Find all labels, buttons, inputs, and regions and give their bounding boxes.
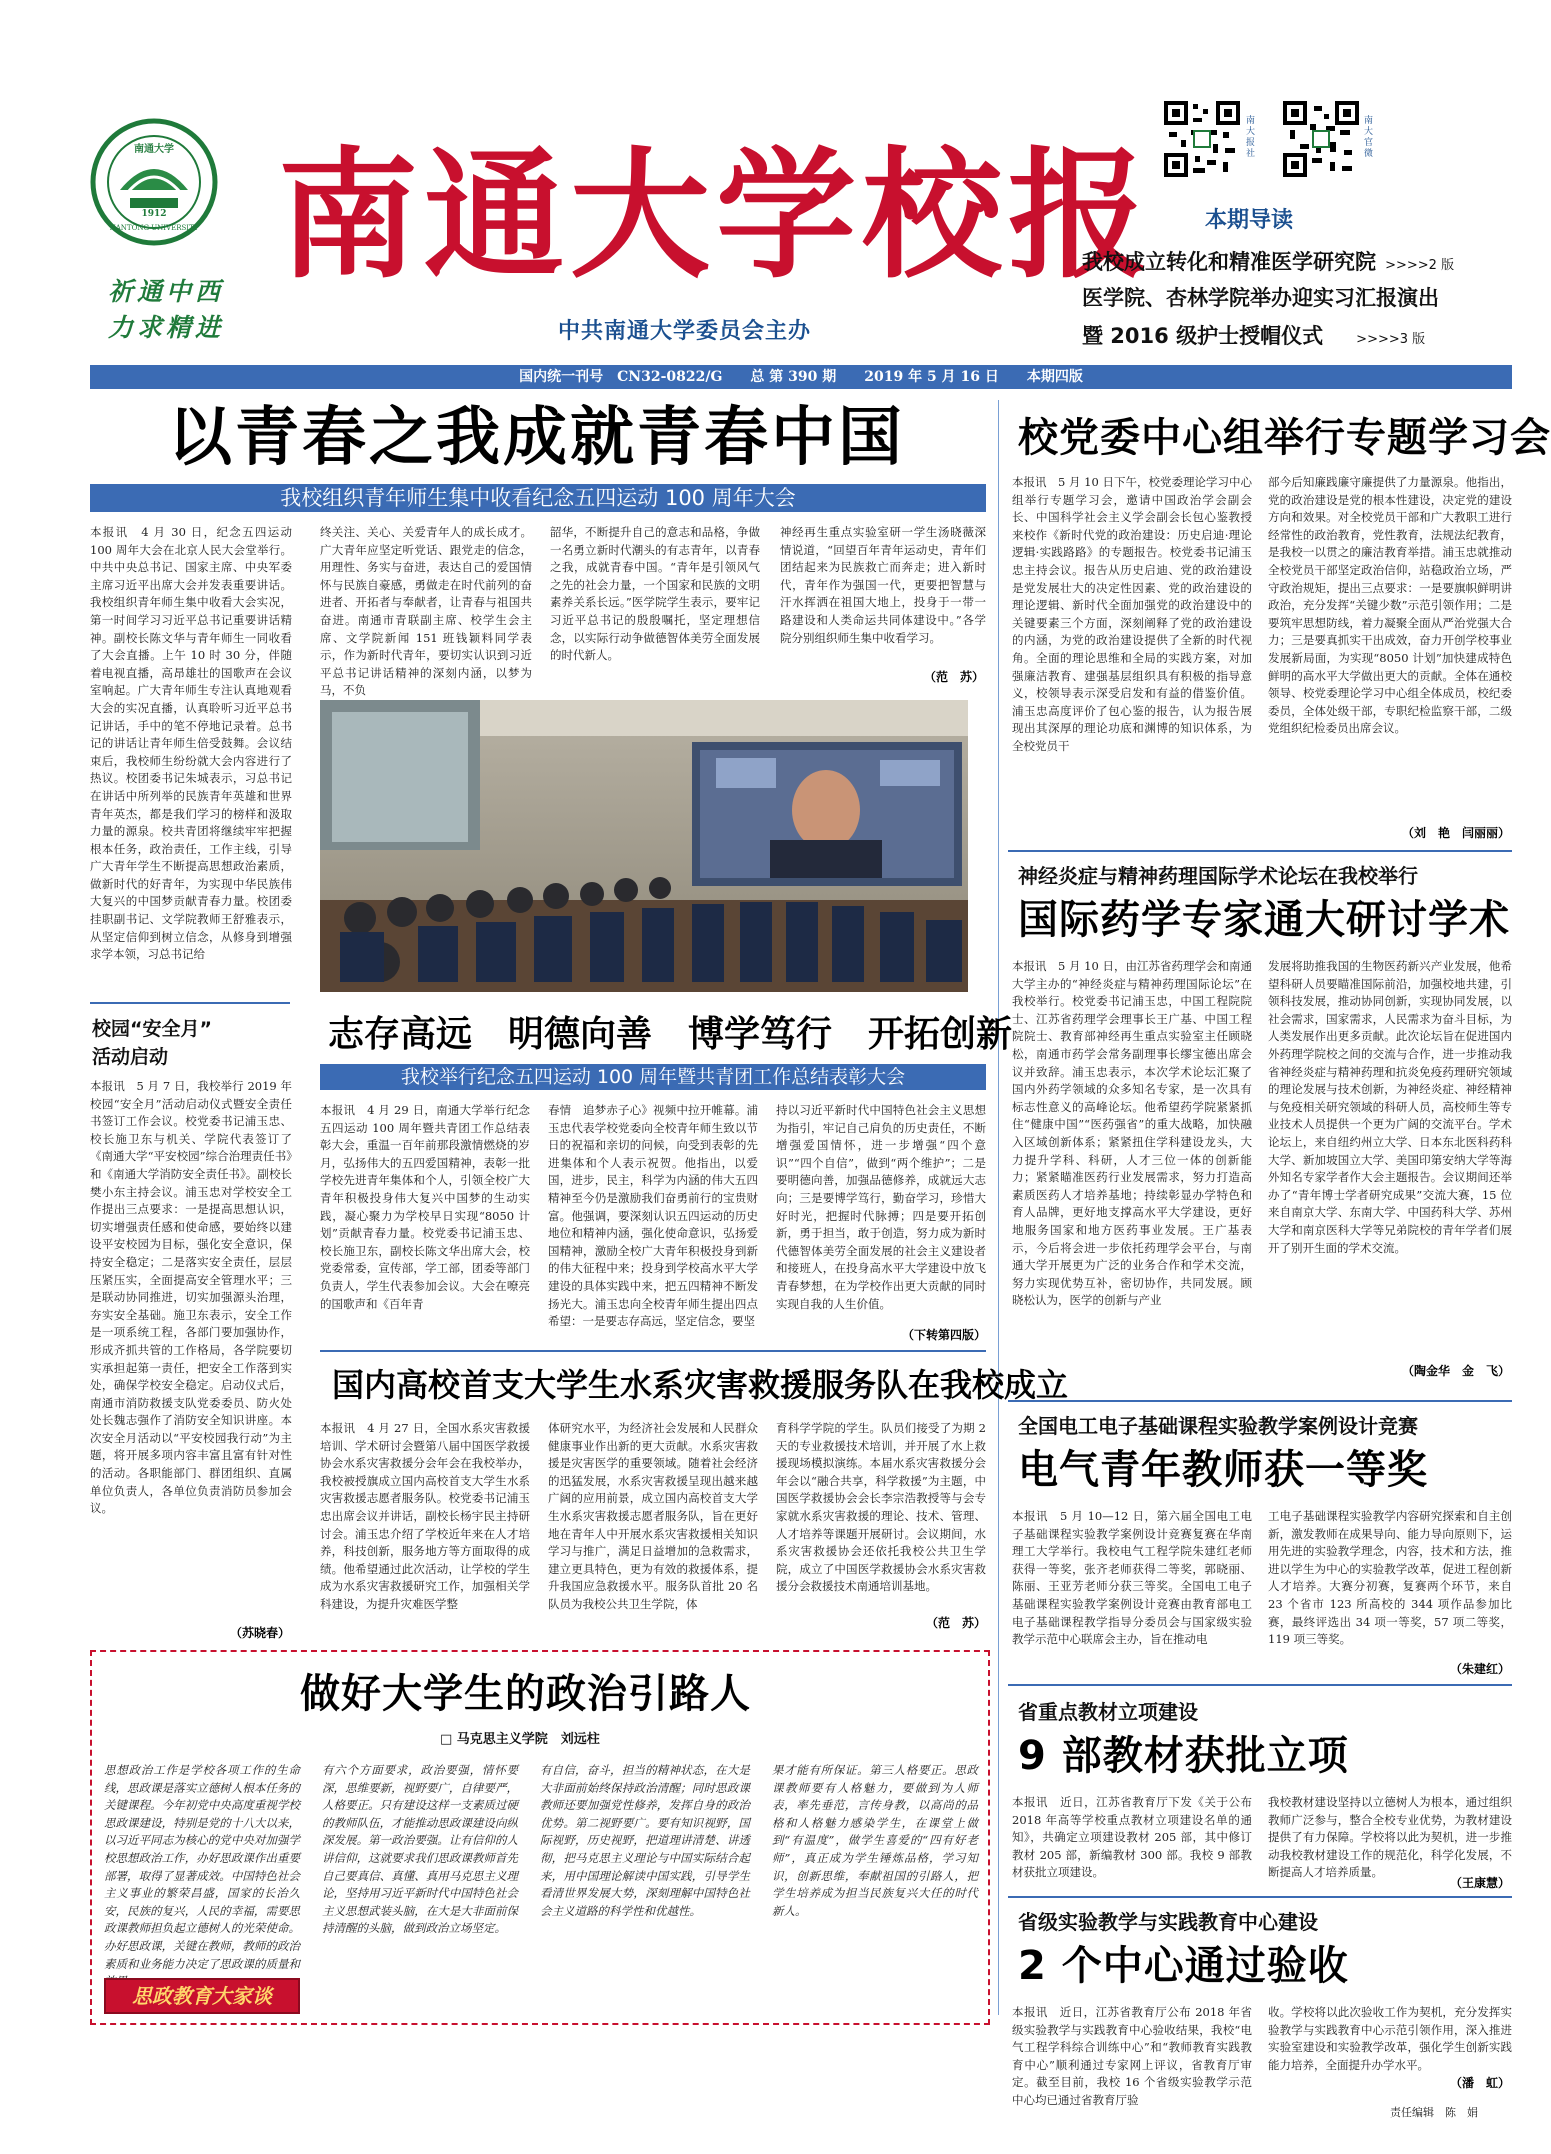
section-rule: [1008, 1400, 1512, 1402]
guide-item-1-text: 我校成立转化和精准医学研究院: [1082, 250, 1376, 274]
art7-title: 电气青年教师获一等奖: [1018, 1447, 1428, 1493]
art5-subtitle-bar: [320, 1064, 986, 1090]
art1-title: 以青春之我成就青春中国: [168, 401, 905, 475]
art1-col-4: 神经再生重点实验室研一学生汤晓薇深情说道，“回望百年青年运动史，青年们团结起来为民族救亡而奔走；进入新时代，青年作为强国一代，更要把智慧与汗水挥洒在祖国大地上，投身于一带一路建设和人类命运共同体建设中。”各学院分别组织师生集中收看学习。: [780, 525, 986, 645]
guide-item-2-line-2: 暨 2016 级护士授帽仪式: [1082, 324, 1324, 348]
qr-code-wechat: [1282, 100, 1360, 178]
art4-byline: （苏晓春）: [229, 1626, 290, 1640]
host-line: 中共南通大学委员会主办: [558, 319, 812, 344]
meeting-photo: [320, 700, 968, 992]
art1-subtitle: 我校组织青年师生集中收看纪念五四运动 100 周年大会: [280, 486, 796, 510]
section-rule: [320, 1350, 986, 1352]
art10-col-2: 收。学校将以此次验收工作为契机，充分发挥实验教学与实践教育中心示范引领作用，深入推进实验室建设和实验教学改革，强化学生创新实践能力培养，全面提升办学水平。: [1268, 2005, 1512, 2072]
art6-col-2: 体研究水平，为经济社会发展和人民群众健康事业作出新的更大贡献。水系灾害救援是灾害医学的重要领域。随着社会经济的迅猛发展，水系灾害救援呈现出越来越广阔的应用前景，成立国内高校首支大学生水系灾害救援志愿者服务队，旨在更好地在青年人中开展水系灾害救援相关知识学习与推广，满足日益增加的急救需求，建立更具特色，更为有效的救援体系，提升我国应急救援水平。服务队首批 20 名队员为我校公共卫生学院，体: [548, 1421, 758, 1611]
section-rule: [1008, 850, 1512, 852]
masthead: [0, 0, 1544, 385]
art7-col-2: 工电子基础课程实验教学内容研究探索和自主创新，激发教师在成果导向、能力导向原则下，运用先进的实验教学理念，内容，技术和方法，推进以学生为中心的实验教学改革，促进工程创新人才培养。大赛分初赛，复赛两个环节，来自 23 个省市 123 所高校的 344 项作品参加比赛，最终评选出 34 项一等奖，57 项二等奖，119 项三等奖。: [1268, 1509, 1512, 1647]
art4-kicker: 校园“安全月”: [92, 1018, 212, 1040]
qr2-label: 南大官微: [1364, 116, 1374, 159]
qr1-label: 南大报社: [1246, 116, 1256, 159]
qr-code-newspaper: [1163, 100, 1241, 178]
art9-col-1: 本报讯 近日，江苏省教育厅下发《关于公布 2018 年高等学校重点教材立项建设名单的通知》，共确定立项建设教材 205 部，其中修订教材 205 部，新编教材 300 部。我校 9 部教材获批立项建设。: [1012, 1795, 1252, 1880]
art3-title: 国际药学专家通大研讨学术: [1018, 897, 1510, 943]
newspaper-title: 南通大学校报: [278, 134, 1155, 298]
art4-kicker-2: 活动启动: [92, 1046, 169, 1068]
art6-byline: （范 苏）: [925, 1616, 986, 1630]
section-rule: [90, 1002, 290, 1004]
art8-stamp-text: 思政教育大家谈: [132, 1984, 272, 2008]
art8-col-1: 思想政治工作是学校各项工作的生命线，思政课是落实立德树人根本任务的关键课程。今年初党中央高度重视学校思政课建设，特别是党的十八大以来，以习近平同志为核心的党中央对加强学校思想政治工作，办好思政课作出重要部署，取得了显著成效。中国特色社会主义事业的繁荣昌盛，国家的长治久安，民族的复兴，人民的幸福，需要思政课教师担负起立德树人的光荣使命。办好思政课，关键在教师，教师的政治素质和业务能力决定了思政课的质量和: [104, 1763, 300, 1971]
university-logo: [90, 118, 218, 246]
column-divider: [998, 400, 999, 2015]
guide-item-1[interactable]: [1082, 246, 1512, 276]
art6-col-3: 育科学学院的学生。队员们接受了为期 2 天的专业救援技术培训，并开展了水上救援现场模拟演练。本届水系灾害救援分会年会以“融合共享，科学救援”为主题，中国医学救援协会会长李宗浩教授等与会专家就水系灾害救援的理论、技术、管理、人才培养等课题开展研讨。会议期间，水系灾害救援协会还依托我校公共卫生学院，成立了中国医学救援协会水系灾害救援分会救援技术南通培训基地。: [776, 1421, 986, 1594]
art1-byline: （范 苏）: [923, 670, 984, 684]
art8-col-2: 有六个方面要求，政治要强，情怀要深，思维要新，视野要广，自律要严，人格要正。只有建设这样一支素质过硬的教师队伍，才能推动思政课建设向纵深发展。第一政治要强。让有信仰的人讲信仰，这就要求我们思政课教师首先自己要真信、真懂、真用马克思主义理论，坚持用习近平新时代中国特色社会主义思想武装头脑，在大是大非面前保持清醒的头脑，做到政治立场坚定。: [322, 1763, 518, 1936]
art10-kicker: 省级实验教学与实践教育中心建设: [1018, 1910, 1318, 1934]
art8-title: 做好大学生的政治引路人: [300, 1671, 751, 1717]
art8-col-3: 有自信，奋斗，担当的精神状态，在大是大非面前始终保持政治清醒；同时思政课教师还要加强党性修养，发挥自身的政治优势。第二视野要广。要有知识视野，国际视野，历史视野，把道理讲清楚、讲透彻，把马克思主义理论与中国实际结合起来，用中国理论解读中国实践，引导学生看清世界发展大势，深刻理解中国特色社会主义道路的科学性和优越性。: [540, 1763, 750, 1918]
guide-item-2[interactable]: [1082, 282, 1522, 350]
art5-col-2: 春情 追梦赤子心》视频中拉开帷幕。浦玉忠代表学校党委向全校青年师生致以节日的祝福和亲切的问候，向受到表彰的先进集体和个人表示祝贺。他指出，以爱国，进步，民主，科学为内涵的伟大五四精神至今仍是激励我们奋勇前行的宝贵财富。他强调，要深刻认识五四运动的历史地位和精神内涵，强化使命意识，弘扬爱国精神，激励全校广大青年积极投身到新的伟大征程中来；投身到学校高水平大学建设的具体实践中来，把五四精神不断发扬光大。浦玉忠向全校青年师生提出四点希望：一是要志存高远，坚定信念，要坚: [548, 1103, 758, 1329]
art3-col-1: 本报讯 5 月 10 日，由江苏省药理学会和南通大学主办的“神经炎症与精神药理国际论坛”在我校举行。校党委书记浦玉忠，中国工程院院士、江苏省药理学会理事长王广基、中国工程院院士、教育部神经再生重点实验室主任顾晓松，南通市药学会常务副理事长缪宝德出席会议并致辞。浦玉忠表示，本次学术论坛汇聚了国内外药学领域的众多知名专家，是一次具有标志性意义的高峰论坛。他希望药学院紧紧抓住“健康中国”“医药强省”的重大战略，加快融入区域创新体系；紧紧扭住学科建设龙头，大力提升学科、科研，人才三位一体的创新能力；紧紧瞄准医药行业发展需求，努力打造高素质医药人才培养基地；持续彰显办学特色和育人品牌，更好地支撑高水平大学建设，更好地服务国家和地方医药事业发展。王广基表示，今后将会进一步依托药理学会平台，与南通大学开展更为广泛的业务合作和学术交流，努力实现优势互补，密切协作，共同发展。顾晓松认为，医学的创新与产业: [1012, 959, 1252, 1308]
art9-col-2: 我校教材建设坚持以立德树人为根本，通过组织教师广泛参与，整合全校专业优势，为教材建设提供了有力保障。学校将以此为契机，进一步推动我校教材建设工作的规范化，科学化发展，不断提高人才培养质量。: [1268, 1795, 1512, 1880]
art1-col-2: 终关注、关心、关爱青年人的成长成才。广大青年应坚定听党话、跟党走的信念，用理性、务实与奋进，表达自己的爱国情怀与民族自豪感，勇做走在时代前列的奋进者、开拓者与奉献者，让青春与祖国共奋进。南通市青联副主席、校学生会主席、文学院新闻 151 班钱颖料同学表示，作为新时代青年，要切实认识到习近平总书记讲话精神的深刻内涵，以梦为马，不负: [320, 525, 532, 698]
art5-continued[interactable]: （下转第四版）: [901, 1328, 986, 1342]
guide-item-1-page: >>>>2 版: [1385, 258, 1455, 273]
art9-kicker: 省重点教材立项建设: [1018, 1700, 1198, 1724]
art3-col-2: 发展将助推我国的生物医药新兴产业发展，他希望科研人员要瞄准国际前沿，加强校地共建，引领科技发展，推动协同创新，实现协同发展，以社会需求，国家需求，人民需求为奋斗目标，为人类发展作出更多贡献。此次论坛旨在促进国内外药理学院校之间的交流与合作，进一步推动我省神经炎症与精神药理和抗炎免疫药理研究领域的理论发展与技术创新，为神经炎症、神经精神与免疫相关研究领域的科研人员，高校师生等专业技术人员提供一个更为广阔的交流平台。学术论坛上，来自纽约州立大学、日本东北医科药科大学、新加坡国立大学、美国印第安纳大学等海外知名专家学者作大会主题报告。会议期间还举办了“青年博士学者研究成果”交流大赛，15 位来自南京大学、东南大学、中国药科大学、苏州大学和南京医科大学等兄弟院校的青年学者们展开了别开生面的学术交流。: [1268, 959, 1512, 1255]
art5-col-1: 本报讯 4 月 29 日，南通大学举行纪念五四运动 100 周年暨共青团工作总结表彰大会，重温一百年前那段激情燃烧的岁月，弘扬伟大的五四爱国精神，表彰一批学校先进青年集体和个人，引领全校广大青年积极投身伟大复兴中国梦的生动实践，凝心聚力为学校早日实现“8050 计划”贡献青春力量。校党委书记浦玉忠、校长施卫东，副校长陈文华出席大会，校党委常委，宣传部，学工部，团委等部门负责人，学生代表参加会议。大会在嘹亮的国歌声和《百年青: [320, 1103, 530, 1311]
art8-stamp: [104, 1978, 300, 2014]
art10-col-1: 本报讯 近日，江苏省教育厅公布 2018 年省级实验教学与实践教育中心验收结果，我校“电气工程学科综合训练中心”和“教师教育实践教育中心”顺利通过专家网上评议，省教育厅审定。截至目前，我校 16 个省级实验教学示范中心均已通过省教育厅验: [1012, 2005, 1252, 2107]
art1-col-3: 韶华，不断提升自己的意志和品格，争做一名勇立新时代潮头的有志青年，以青春之我，成就青春中国。“青年是引领风气之先的社会力量，一个国家和民族的文明素养关系长远。”医学院学生表示，要牢记习近平总书记的殷殷嘱托，坚定理想信念，以实际行动争做德智体美劳全面发展的时代新人。: [550, 525, 760, 663]
art5-subtitle: 我校举行纪念五四运动 100 周年暨共青团工作总结表彰大会: [400, 1066, 906, 1088]
art2-col-2: 部今后知廉践廉守廉提供了力量源泉。他指出，党的政治建设是党的根本性建设，决定党的建设方向和效果。对全校党员干部和广大教职工进行经常性的政治教育，党性教育，法规法纪教育，是我校一以贯之的廉洁教育举措。浦玉忠就推动全校党员干部坚定政治信仰，站稳政治立场，严守政治规矩，提出三点要求：一是要旗帜鲜明讲政治，充分发挥“关键少数”示范引领作用；二是要筑牢思想防线，着力凝聚全面从严治党强大合力；三是要真抓实干出成效，奋力开创学校事业发展新局面，为实现“8050 计划”加快建成特色鲜明的高水平大学做出更大的贡献。全体在通校领导、校党委理论学习中心组全体成员，校纪委委员，全体处级干部，专职纪检监察干部，二级党组织纪检委员出席会议。: [1268, 475, 1512, 736]
art5-col-3: 持以习近平新时代中国特色社会主义思想为指引，牢记自己肩负的历史责任，不断增强爱国情怀，进一步增强“四个意识”“四个自信”，做到“两个维护”；二是要明德向善，加强品德修养，成就远大志向；三是要博学笃行，勤奋学习，珍惜大好时光，把握时代脉搏；四是要开拓创新，勇于担当，敢于创造，努力成为新时代德智体美劳全面发展的社会主义建设者和接班人，在投身高水平大学建设中放飞青春梦想，在为学校作出更大贡献的同时实现自我的人生价值。: [776, 1103, 986, 1311]
art2-byline: （刘 艳 闫丽丽）: [1401, 826, 1510, 840]
logo-year: 1912: [141, 209, 167, 219]
guide-item-2-page: >>>>3 版: [1356, 332, 1426, 347]
motto-line-1: 祈通中西: [108, 277, 225, 306]
issue-info: 国内统一刊号 CN32-0822/G 总 第 390 期 2019 年 5 月 16 日 本期四版: [519, 369, 1083, 385]
logo-top-text: 南通大学: [134, 144, 174, 155]
section-rule: [1008, 1896, 1512, 1898]
section-rule: [1008, 1684, 1512, 1686]
logo-ring-text: NANTONG UNIVERSITY: [109, 224, 199, 232]
art9-byline: （王康慧）: [1449, 1876, 1510, 1890]
motto-line-2: 力求精进: [108, 313, 225, 342]
guide-title: 本期导读: [1205, 208, 1294, 233]
issue-bar: [90, 365, 1512, 389]
art6-col-1: 本报讯 4 月 27 日，全国水系灾害救援培训、学术研讨会暨第八届中国医学救援协会水系灾害救援分会年会在我校举办，我校被授旗成立国内高校首支大学生水系灾害救援志愿者服务队。校党委书记浦玉忠出席会议并讲话，副校长杨宇民主持研讨会。浦玉忠介绍了学校近年来在人才培养，科技创新，服务地方等方面取得的成绩。他希望通过此次活动，让学校的学生成为水系灾害救援研究工作，加强相关学科建设，为提升灾难医学整: [320, 1421, 530, 1611]
art6-title: 国内高校首支大学生水系灾害救援服务队在我校成立: [332, 1366, 1069, 1404]
editor-credit: 责任编辑 陈 娟: [1390, 2106, 1478, 2119]
art8-col-4: 果才能有所保证。第三人格要正。思政课教师要有人格魅力，要做到为人师表，率先垂范，言传身教，以高尚的品格和人格魅力感染学生，在课堂上做到“有温度”，做学生喜爱的“四有好老师”，真正成为学生锤炼品格，学习知识，创新思维，奉献祖国的引路人，把学生培养成为担当民族复兴大任的时代新人。: [772, 1763, 978, 1918]
art8-author: □ 马克思主义学院 刘远柱: [440, 1732, 600, 1747]
art3-byline: （陶金华 金 飞）: [1401, 1364, 1510, 1378]
guide-item-2-line-1: 医学院、杏林学院举办迎实习汇报演出: [1082, 286, 1439, 310]
art1-subtitle-bar: [90, 484, 986, 512]
art3-kicker: 神经炎症与精神药理国际学术论坛在我校举行: [1018, 864, 1418, 888]
art7-col-1: 本报讯 5 月 10—12 日，第六届全国电工电子基础课程实验教学案例设计竞赛复赛在华南理工大学举行。我校电气工程学院朱建红老师获得一等奖，张齐老师获得二等奖，郭晓丽、陈丽、王亚芳老师分获三等奖。全国电工电子基础课程实验教学案例设计竞赛由教育部电工电子基础课程教学指导分委员会与国家级实验教学示范中心联席会主办，旨在推动电: [1012, 1509, 1252, 1647]
art9-title: 9 部教材获批立项: [1018, 1733, 1349, 1779]
art1-col-1: 本报讯 4 月 30 日，纪念五四运动 100 周年大会在北京人民大会堂举行。中共中央总书记、国家主席、中央军委主席习近平出席大会并发表重要讲话。我校组织青年师生集中收看大会实况，第一时间学习习近平总书记重要讲话精神。副校长陈文华与青年师生一同收看了大会直播。上午 10 时 30 分，伴随着电视直播，高昂雄壮的国歌声在会议室响起。广大青年师生专注认真地观看大会的实况直播，认真聆听习近平总书记讲话，手中的笔不停地记录着。总书记的讲话让青年师生倍受鼓舞。会议结束后，我校师生纷纷就大会内容进行了热议。校团委书记朱城表示，习总书记在讲话中所列举的民族青年英雄和世界青年英杰，都是我们学习的榜样和汲取力量的源泉。校共青团将继续牢牢把握根本任务，政治责任，工作主线，引导广大青年学生不断提高思想政治素质，做新时代的好青年，为实现中华民族伟大复兴的中国梦贡献青春力量。校团委挂职副书记、文学院教师王舒雅表示，从坚定信仰到树立信念，从修身到增强求学本领，习总书记给: [90, 525, 292, 962]
art4-col: 本报讯 5 月 7 日，我校举行 2019 年校园“安全月”活动启动仪式暨安全责任书签订工作会议。校党委书记浦玉忠、校长施卫东与机关、学院代表签订了《南通大学“平安校园”综合治理责任书》和《南通大学消防安全责任书》。副校长樊小东主持会议。浦玉忠对学校安全工作提出三点要求：一是提高思想认识，切实增强责任感和使命感，要始终以建设平安校园为目标，强化安全意识，保持安全稳定；二是落实安全责任，层层压紧压实，全面提高安全管理水平；三是联动协同推进，切实加强源头治理，夯实安全基础。施卫东表示，安全工作是一项系统工程，各部门要加强协作，形成齐抓共管的工作格局，各学院要切实承担起第一责任，把安全工作落到实处，确保学校安全稳定。启动仪式后，南通市消防救援支队党委委员、防火处处长魏志强作了消防安全知识讲座。本次安全月活动以“平安校园我行动”为主题，将开展多项内容丰富且富有针对性的活动。各职能部门、群团组织、直属单位负责人，各单位负责消防员参加会议。: [90, 1079, 292, 1516]
art7-byline: （朱建红）: [1449, 1662, 1510, 1676]
art10-title: 2 个中心通过验收: [1018, 1943, 1349, 1989]
art2-col-1: 本报讯 5 月 10 日下午，校党委理论学习中心组举行专题学习会，邀请中国政治学会副会长、中国科学社会主义学会副会长包心鉴教授来校作《新时代党的政治建设：历史启迪·理论逻辑·实践路路》的专题报告。校党委书记浦玉忠主持会议。报告从历史启迪、党的政治建设是党发展壮大的决定性因素、党的政治建设的理论逻辑、新时代全面加强党的政治建设中的关键要素三个方面，深刻阐释了党的政治建设的内涵，为党的政治建设提供了全新的时代视角。全面的理论思维和全局的实践方案，对加强廉洁教育、建强基层组织具有积极的指导意义，校领导表示深受启发和有益的借鉴价值。浦玉忠高度评价了包心鉴的报告，认为报告展现出其深厚的理论功底和渊博的知识体系，为全校党员干: [1012, 475, 1252, 753]
art2-title: 校党委中心组举行专题学习会: [1018, 415, 1551, 461]
art5-title: 志存高远 明德向善 博学笃行 开拓创新: [328, 1014, 1013, 1055]
art10-byline: （潘 虹）: [1449, 2076, 1510, 2090]
art7-kicker: 全国电工电子基础课程实验教学案例设计竞赛: [1018, 1414, 1418, 1438]
